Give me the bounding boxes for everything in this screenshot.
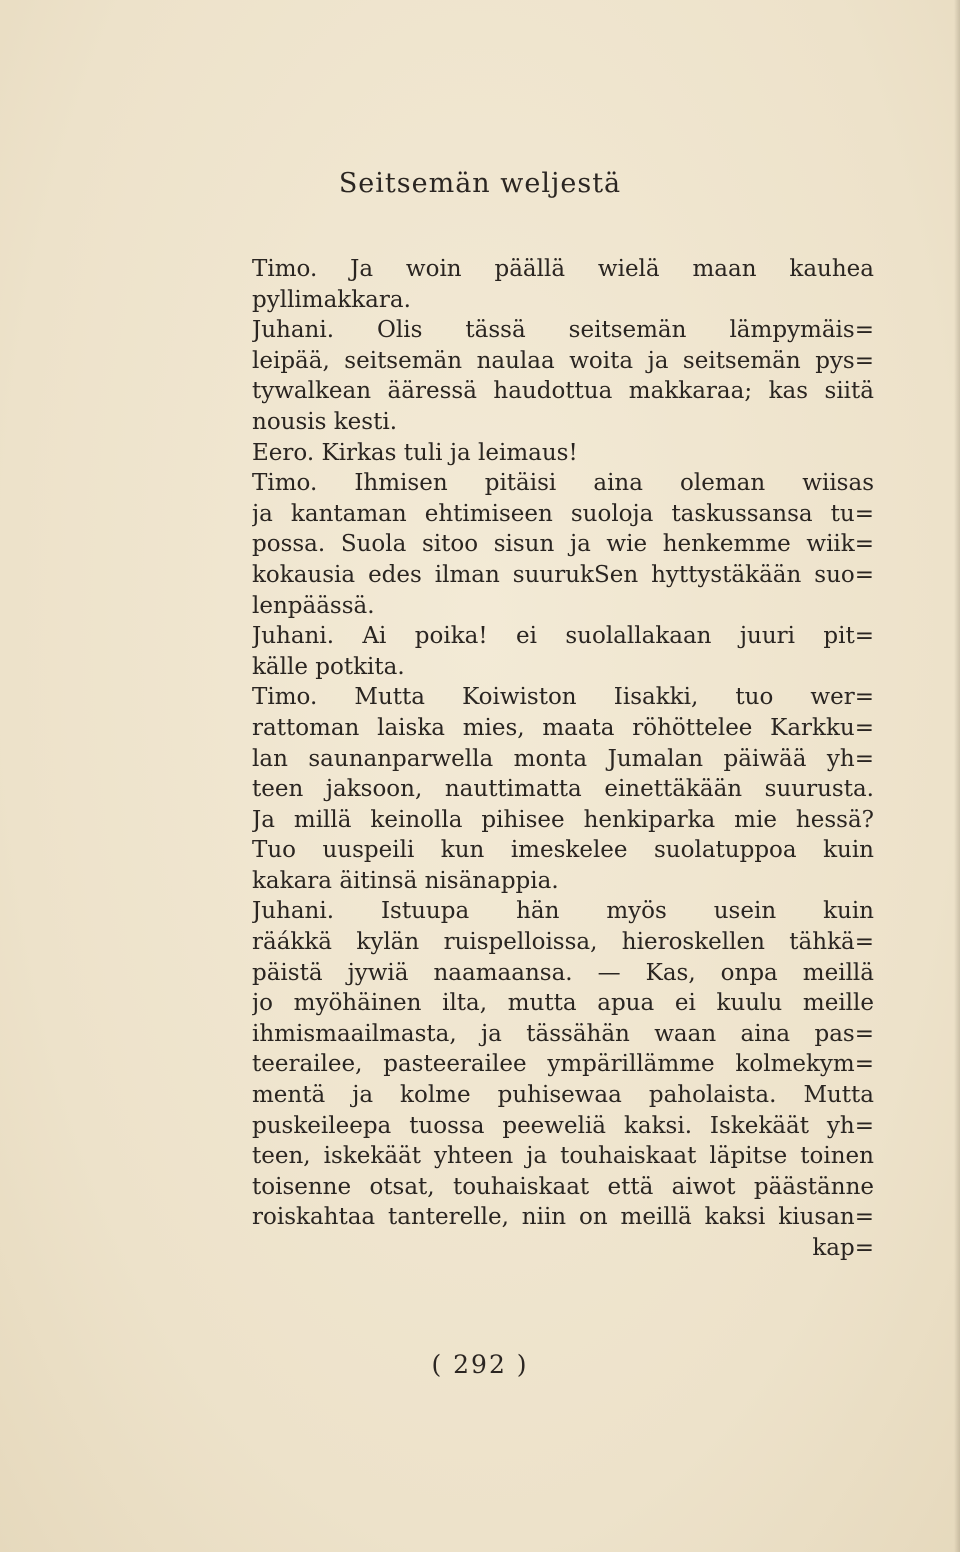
text-line: rattoman laiska mies, maata röhöttelee Karkku= [252,714,874,741]
text-line: Juhani. Istuupa hän myös usein kuin [252,898,874,925]
text-line: possa. Suola sitoo sisun ja wie henkemme wiik= [252,531,874,558]
text-line: teen, iskekäät yhteen ja touhaiskaat läpitse toinen [252,1143,874,1170]
text-line: jo myöhäinen ilta, mutta apua ei kuulu meille [252,990,874,1017]
text-line: päistä jywiä naamaansa. — Kas, onpa meillä [252,959,874,986]
text-line: puskeileepa tuossa peeweliä kaksi. Iskekäät yh= [252,1112,874,1139]
text-line: tywalkean ääressä haudottua makkaraa; kas siitä [252,378,874,405]
text-line: Juhani. Olis tässä seitsemän lämpymäis= [252,317,874,344]
text-line: Juhani. Ai poika! ei suolallakaan juuri pit= [252,623,874,650]
text-line: mentä ja kolme puhisewaa paholaista. Mutta [252,1082,874,1109]
text-line: teen jaksoon, nauttimatta einettäkään suurusta. [252,776,874,803]
text-line: nousis kesti. [252,408,398,435]
text-line: toisenne otsat, touhaiskaat että aiwot päästänne [252,1173,874,1200]
text-line: lan saunanparwella monta Jumalan päiwää yh= [252,745,874,772]
body-text [252,254,874,1264]
text-line: Tuo uuspeili kun imeskelee suolatuppoa kuin [252,837,874,864]
running-head: Seitsemän weljestä [338,168,622,199]
text-line: ihmismaailmasta, ja tässähän waan aina pas= [252,1020,874,1047]
text-line: leipää, seitsemän naulaa woita ja seitsemän pys= [252,347,874,374]
text-line: lenpäässä. [252,592,375,619]
text-line: roiskahtaa tanterelle, niin on meillä kaksi kiusan= [252,1204,874,1231]
text-line: Ja millä keinolla pihisee henkiparka mie hessä? [252,806,874,833]
text-line: kakara äitinsä nisänappia. [252,867,559,894]
text-line: kokausia edes ilman suurukSen hyttystäkään suo= [252,561,874,588]
text-line: räákkä kylän ruispelloissa, hieroskellen tähkä= [252,929,874,956]
text-line: ja kantaman ehtimiseen suoloja taskussansa tu= [252,500,874,527]
text-line: teerailee, pasteerailee ympärillämme kolmekym= [252,1051,874,1078]
catchword: kap= [812,1235,874,1261]
page-number: ( 292 ) [431,1350,529,1379]
page-edge-shadow [954,0,960,1552]
text-line: Eero. Kirkas tuli ja leimaus! [252,439,578,466]
text-line: Timo. Mutta Koiwiston Iisakki, tuo wer= [252,684,874,711]
text-line: Timo. Ihmisen pitäisi aina oleman wiisas [252,470,874,497]
text-line: pyllimakkara. [252,286,411,313]
text-line: källe potkita. [252,653,405,680]
text-line: Timo. Ja woin päällä wielä maan kauhea [252,256,874,282]
